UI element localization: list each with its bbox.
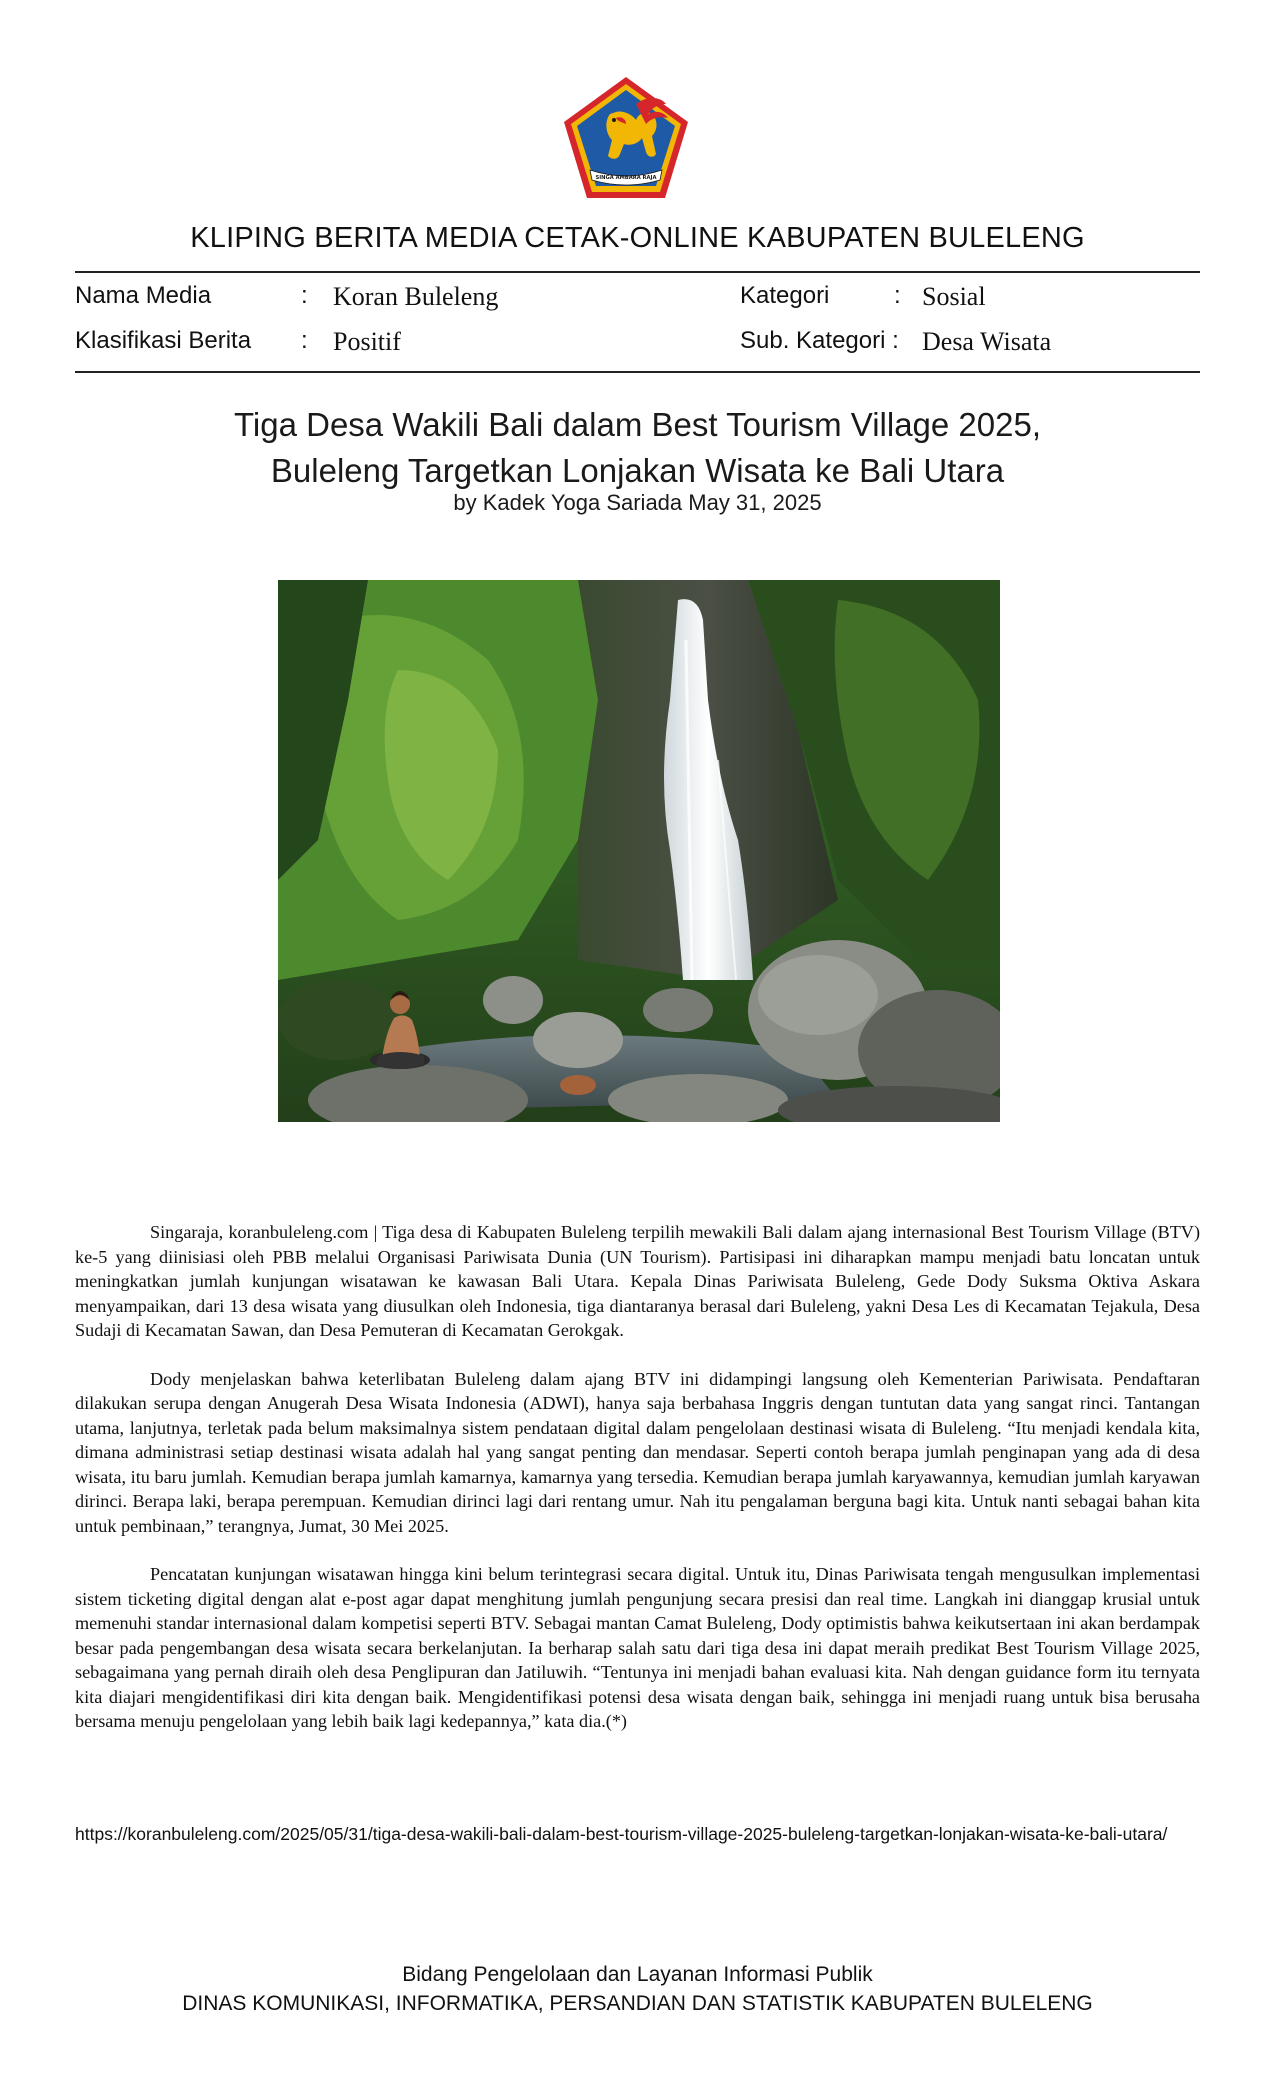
article-title-line2: Buleleng Targetkan Lonjakan Wisata ke Bali Utara xyxy=(270,452,1005,489)
article-body xyxy=(75,1220,1200,1758)
header-top-rule xyxy=(75,271,1200,273)
header-bottom-rule xyxy=(75,371,1200,373)
buleleng-regency-emblem xyxy=(560,74,692,202)
emblem-banner-text: SINGA AMBARA RAJA xyxy=(595,175,657,181)
kategori-value: Sosial xyxy=(922,282,986,311)
nama-media-colon: : xyxy=(301,282,308,309)
waterfall-photo xyxy=(278,580,1000,1122)
meta-left xyxy=(75,282,675,362)
klasifikasi-colon: : xyxy=(301,327,308,354)
kategori-colon: : xyxy=(894,282,901,309)
sub-kategori-label: Sub. Kategori : xyxy=(740,327,899,354)
nama-media-label: Nama Media xyxy=(75,282,212,309)
article-byline: by Kadek Yoga Sariada May 31, 2025 xyxy=(453,490,822,515)
clipping-header-title: KLIPING BERITA MEDIA CETAK-ONLINE KABUPATEN BULELENG xyxy=(190,222,1085,254)
meta-right xyxy=(740,282,1200,362)
article-paragraph: Singaraja, koranbuleleng.com | Tiga desa di Kabupaten Buleleng terpilih mewakili Bali dalam ajang internasional Best Tourism Village (BTV) ke-5 yang diinisiasi oleh PBB melalui Organisasi Pariwisata Dunia (UN Tourism). Partisipasi ini diharapkan mampu menjadi batu loncatan untuk meningkatkan jumlah kunjungan wisatawan ke kawasan Bali Utara. Kepala Dinas Pariwisata Buleleng, Gede Dody Suksma Oktiva Askara menyampaikan, dari 13 desa wisata yang diusulkan oleh Indonesia, tiga diantaranya berasal dari Buleleng, yakni Desa Les di Kecamatan Tejakula, Desa Sudaji di Kecamatan Sawan, dan Desa Pemuteran di Kecamatan Gerokgak. xyxy=(75,1222,1200,1340)
kategori-label: Kategori xyxy=(740,282,830,309)
nama-media-value: Koran Buleleng xyxy=(333,282,499,311)
klasifikasi-label: Klasifikasi Berita xyxy=(75,327,252,354)
article-paragraph: Dody menjelaskan bahwa keterlibatan Buleleng dalam ajang BTV ini didampingi langsung oleh Kementerian Pariwisata. Pendaftaran dilakukan serupa dengan Anugerah Desa Wisata Indonesia (ADWI), hanya saja berbahasa Inggris dengan tuntutan data yang sangat rinci. Tantangan utama, lanjutnya, terletak pada belum maksimalnya sistem pendataan digital dalam pengelolaan destinasi wisata di Buleleng. “Itu menjadi kendala kita, dimana administrasi setiap destinasi wisata adalah hal yang sangat penting dan mendasar. Seperti contoh berapa jumlah penginapan yang ada di desa wisata, itu baru jumlah. Kemudian berapa jumlah kamarnya, kamarnya yang tersedia. Kemudian berapa jumlah karyawannya, kemudian jumlah karyawan dirinci. Berapa laki, berapa perempuan. Kemudian dirinci lagi dari rentang umur. Nah itu pengalaman berguna bagi kita. Untuk nanti sebagai bahan kita untuk pembinaan,” terangnya, Jumat, 30 Mei 2025. xyxy=(75,1368,1200,1536)
article-paragraph: Pencatatan kunjungan wisatawan hingga kini belum terintegrasi secara digital. Untuk itu, Dinas Pariwisata tengah mengusulkan implementasi sistem ticketing digital dengan alat e-post agar dapat menghitung jumlah pengunjung secara presisi dan real time. Langkah ini dianggap krusial untuk memenuhi standar internasional dalam kompetisi seperti BTV. Sebagai mantan Camat Buleleng, Dody optimistis bahwa keikutsertaan ini akan berdampak besar pada pengembangan desa wisata secara berkelanjutan. Ia berharap salah satu dari tiga desa ini dapat meraih predikat Best Tourism Village 2025, sebagaimana yang pernah diraih oleh desa Penglipuran dan Jatiluwih. “Tentunya ini menjadi bahan evaluasi kita. Nah dengan guidance form itu ternyata kita diajari mengidentifikasi diri kita dengan baik. Mengidentifikasi potensi desa wisata dengan baik, sehingga ini menjadi ruang untuk bisa berusaha bersama menuju pengelolaan yang lebih baik lagi kedepannya,” kata dia.(*) xyxy=(75,1564,1200,1731)
footer-department: Bidang Pengelolaan dan Layanan Informasi Publik xyxy=(402,1963,873,1986)
source-url: https://koranbuleleng.com/2025/05/31/tiga-desa-wakili-bali-dalam-best-tourism-village-2025-buleleng-targetkan-lonjakan-wisata-ke-bali-utara/ xyxy=(75,1824,1168,1844)
article-title-line1: Tiga Desa Wakili Bali dalam Best Tourism Village 2025, xyxy=(233,406,1042,443)
article-title xyxy=(0,402,1275,494)
klasifikasi-value: Positif xyxy=(333,327,401,356)
footer-agency: DINAS KOMUNIKASI, INFORMATIKA, PERSANDIAN DAN STATISTIK KABUPATEN BULELENG xyxy=(182,1992,1093,2015)
sub-kategori-value: Desa Wisata xyxy=(922,327,1052,356)
